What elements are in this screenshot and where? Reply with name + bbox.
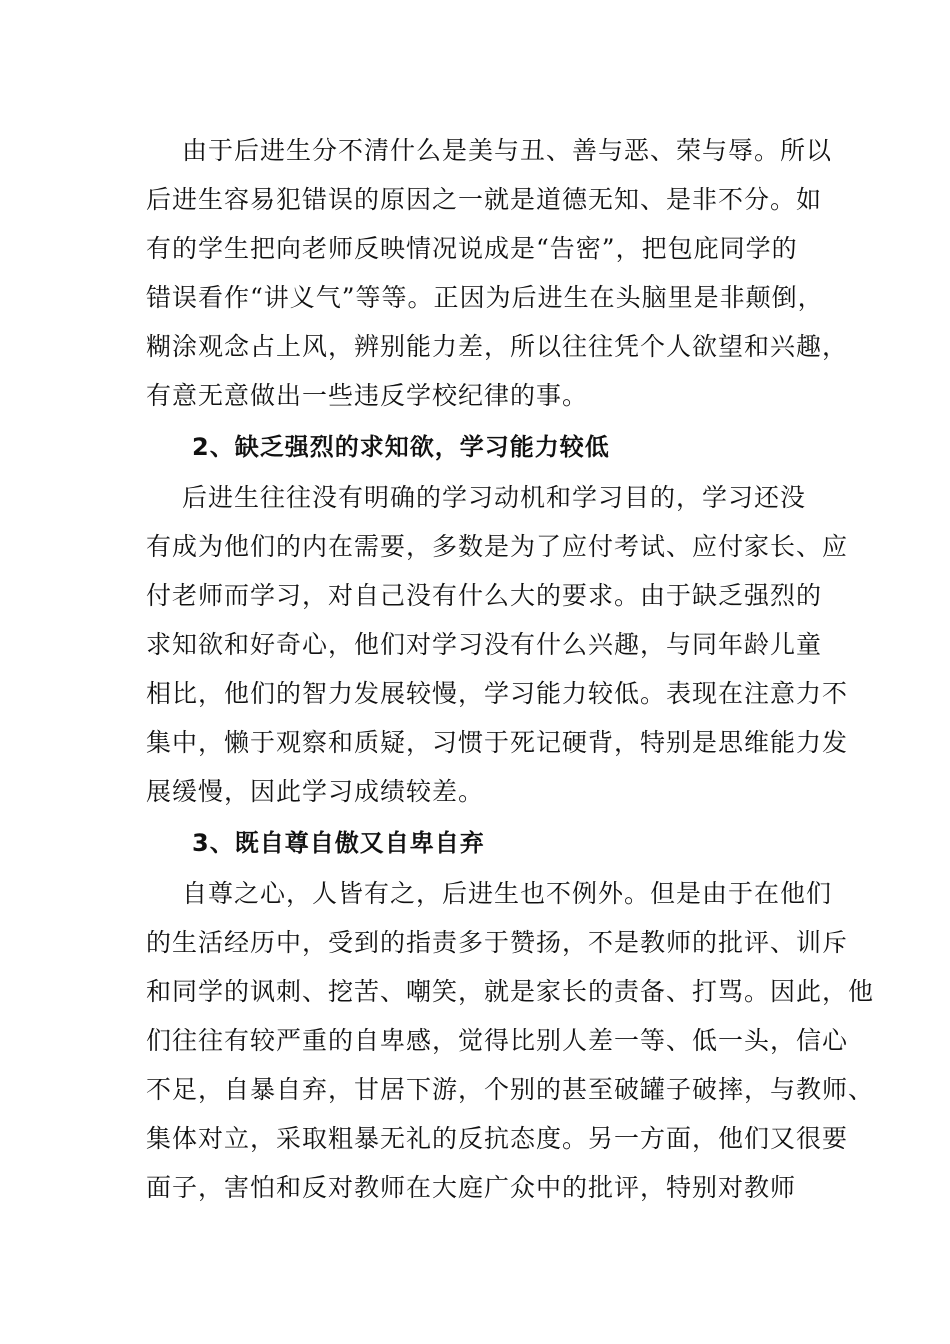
paragraph-2-line-6: 集中，懒于观察和质疑，习惯于死记硬背，特别是思维能力发 (146, 728, 849, 757)
paragraph-3-line-2: 的生活经历中，受到的指责多于赞扬，不是教师的批评、训斥 (146, 928, 849, 957)
section-heading-2: 2、缺乏强烈的求知欲，学习能力较低 (192, 433, 610, 461)
section-heading-3: 3、既自尊自傲又自卑自弃 (192, 829, 485, 857)
paragraph-1-line-2: 后进生容易犯错误的原因之一就是道德无知、是非不分。如 (146, 185, 823, 214)
paragraph-1-line-3: 有的学生把向老师反映情况说成是“告密”，把包庇同学的 (146, 234, 798, 263)
paragraph-3-line-7: 面子，害怕和反对教师在大庭广众中的批评，特别对教师 (146, 1173, 797, 1202)
paragraph-2-line-2: 有成为他们的内在需要，多数是为了应付考试、应付家长、应 (146, 532, 849, 561)
paragraph-1-line-5: 糊涂观念占上风，辨别能力差，所以往往凭个人欲望和兴趣， (146, 332, 849, 361)
paragraph-1-line-4: 错误看作“讲义气”等等。正因为后进生在头脑里是非颠倒， (146, 283, 824, 312)
paragraph-2-line-3: 付老师而学习，对自己没有什么大的要求。由于缺乏强烈的 (146, 581, 823, 610)
paragraph-2-line-5: 相比，他们的智力发展较慢，学习能力较低。表现在注意力不 (146, 679, 849, 708)
paragraph-3-line-6: 集体对立，采取粗暴无礼的反抗态度。另一方面，他们又很要 (146, 1124, 849, 1153)
paragraph-3-line-1: 自尊之心，人皆有之，后进生也不例外。但是由于在他们 (182, 879, 833, 908)
paragraph-1-line-1: 由于后进生分不清什么是美与丑、善与恶、荣与辱。所以 (182, 136, 833, 165)
paragraph-3-line-4: 们往往有较严重的自卑感，觉得比别人差一等、低一头，信心 (146, 1026, 849, 1055)
paragraph-2-line-4: 求知欲和好奇心，他们对学习没有什么兴趣，与同年龄儿童 (146, 630, 823, 659)
paragraph-2-line-1: 后进生往往没有明确的学习动机和学习目的，学习还没 (182, 483, 807, 512)
paragraph-3-line-3: 和同学的讽刺、挖苦、嘲笑，就是家长的责备、打骂。因此，他 (146, 977, 875, 1006)
paragraph-3-line-5: 不足，自暴自弃，甘居下游，个别的甚至破罐子破摔，与教师、 (146, 1075, 875, 1104)
paragraph-2-line-7: 展缓慢，因此学习成绩较差。 (146, 777, 485, 806)
paragraph-1-line-6: 有意无意做出一些违反学校纪律的事。 (146, 381, 589, 410)
